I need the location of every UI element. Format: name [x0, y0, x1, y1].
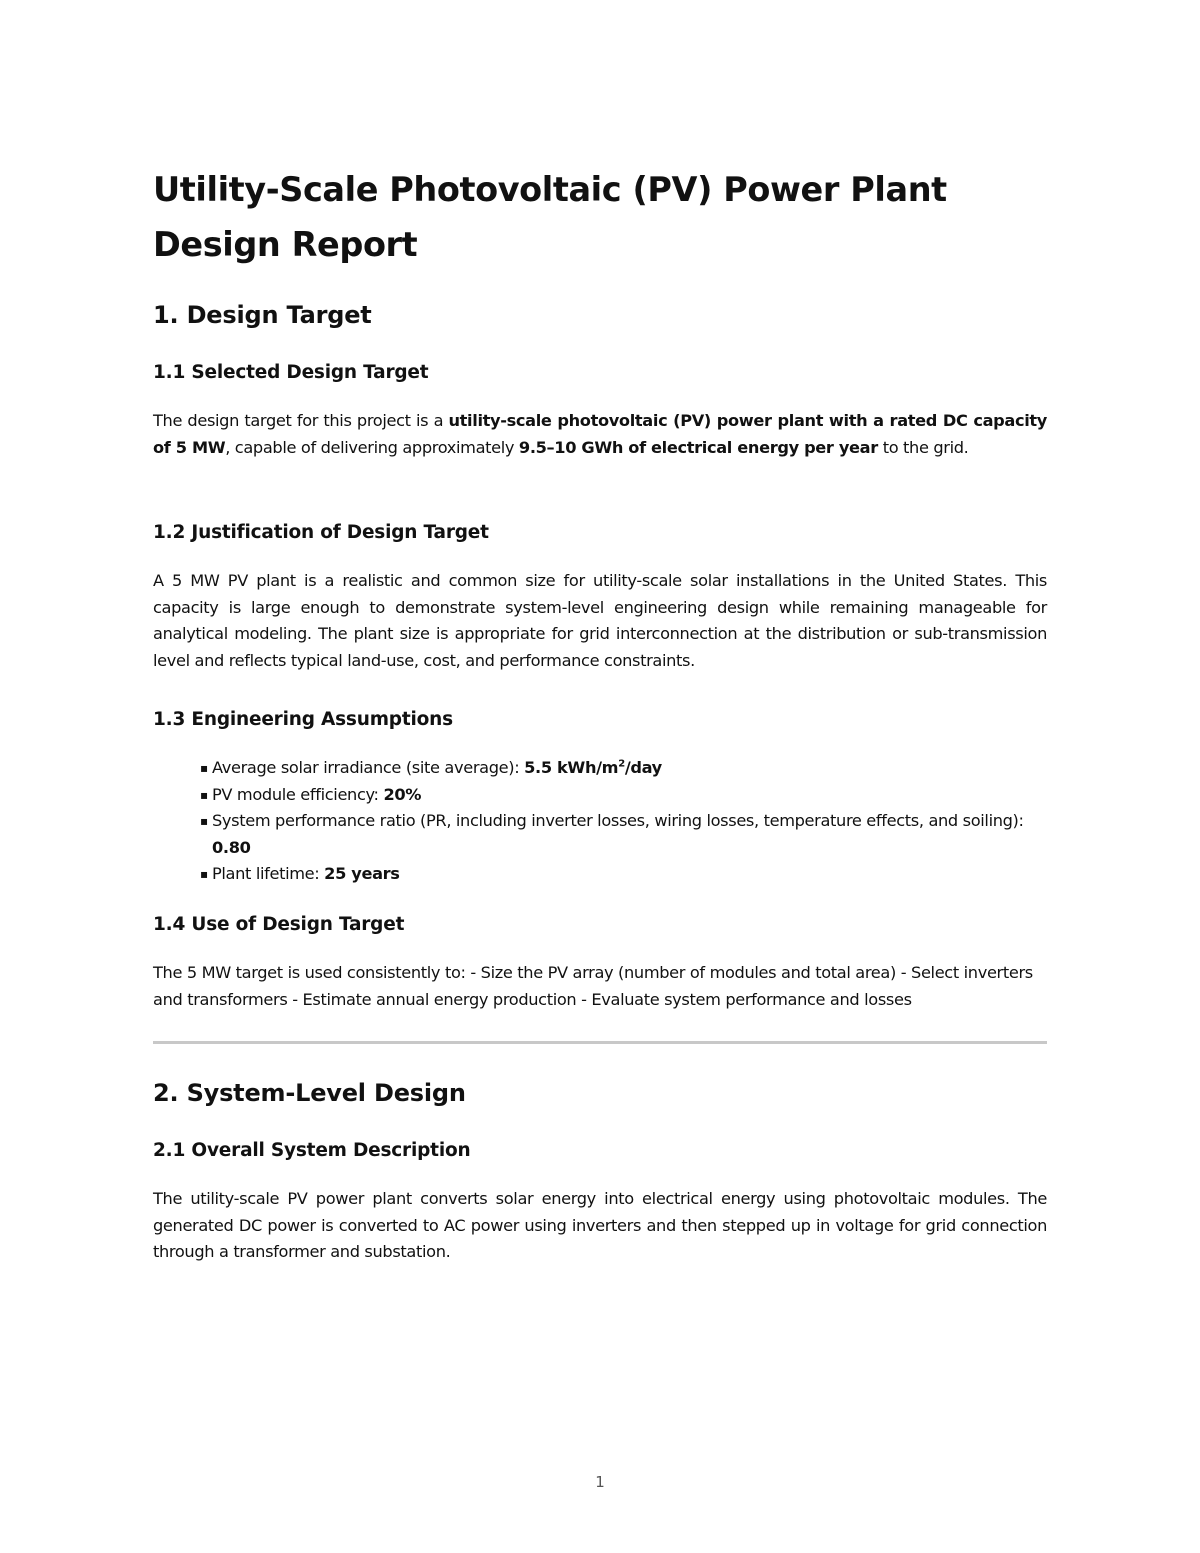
list-item-label: Plant lifetime: — [212, 864, 325, 883]
section-1-3-heading: 1.3 Engineering Assumptions — [153, 709, 453, 730]
text-run: , capable of delivering approximately — [225, 437, 519, 457]
bullet-icon: ▪ — [200, 867, 208, 881]
section-2-heading: 2. System-Level Design — [153, 1079, 466, 1107]
bullet-icon: ▪ — [200, 761, 208, 775]
list-item — [200, 782, 1050, 809]
value-text-tail: /day — [624, 758, 662, 777]
value-superscript: 2 — [618, 758, 625, 770]
value-text: 5.5 kWh/m — [524, 758, 619, 777]
bold-text-capacity: utility-scale photovoltaic (PV) power plant with a rated DC capacity of 5 MW — [153, 411, 1047, 457]
section-1-heading: 1. Design Target — [153, 301, 372, 329]
list-item — [200, 755, 1050, 782]
list-item-value: 25 years — [324, 864, 400, 883]
list-item-value: 0.80 — [212, 837, 251, 857]
section-2-1-paragraph: The utility-scale PV power plant converts solar energy into electrical energy using photovoltaic modules. The generated DC power is converted to AC power using inverters and then stepped up in voltage for grid connection through a transformer and substation. — [153, 1189, 1047, 1261]
list-item-value — [524, 758, 662, 777]
assumptions-list — [200, 755, 1050, 888]
list-item — [200, 808, 1050, 861]
section-1-2-heading: 1.2 Justification of Design Target — [153, 522, 489, 543]
section-1-1-paragraph — [153, 408, 1047, 461]
list-item — [200, 861, 1050, 888]
document-title: Utility-Scale Photovoltaic (PV) Power Plant Design Report — [153, 170, 947, 264]
list-item-label: PV module efficiency: — [212, 784, 384, 804]
list-item-label: Average solar irradiance (site average): — [212, 758, 525, 777]
bullet-icon: ▪ — [200, 814, 208, 828]
page-number: 1 — [595, 1473, 605, 1491]
section-1-4-heading: 1.4 Use of Design Target — [153, 914, 405, 935]
bold-text-energy: 9.5–10 GWh of electrical energy per year — [518, 437, 878, 457]
text-run: The design target for this project is a — [153, 411, 449, 430]
section-1-2-paragraph: A 5 MW PV plant is a realistic and common size for utility-scale solar installations in the United States. This capacity is large enough to demonstrate system-level engineering design while remaining manageable for analytical modeling. The plant size is appropriate for grid interconnection at the distribution or sub-transmission level and reflects typical land-use, cost, and performance constraints. — [153, 571, 1047, 670]
section-1-4-paragraph: The 5 MW target is used consistently to: - Size the PV array (number of modules and total area) - Select inverters and transformers - Estimate annual energy production - Evaluate system performance and losses — [153, 963, 1033, 1009]
list-item-value: 20% — [383, 784, 422, 804]
list-item-label: System performance ratio (PR, including inverter losses, wiring losses, temperature effects, and soiling): — [212, 811, 1024, 830]
section-divider — [153, 1041, 1047, 1044]
bullet-icon: ▪ — [200, 787, 208, 802]
text-run: to the grid. — [877, 437, 969, 457]
section-2-1-heading: 2.1 Overall System Description — [153, 1140, 471, 1161]
section-1-1-heading: 1.1 Selected Design Target — [153, 362, 429, 383]
